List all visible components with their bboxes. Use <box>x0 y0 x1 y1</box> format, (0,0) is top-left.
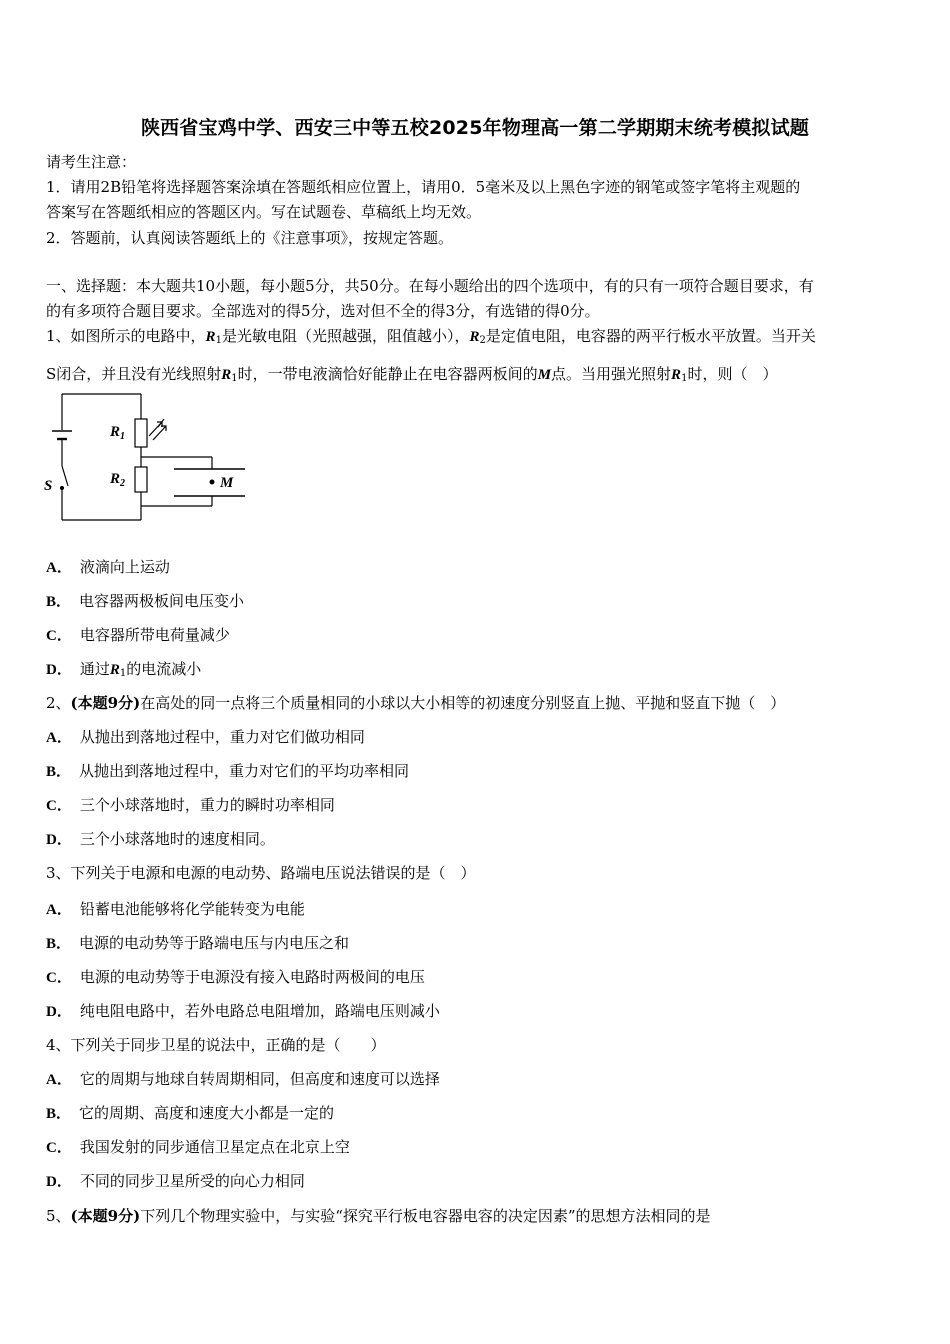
q4-option-d <box>46 1171 305 1192</box>
notice-line-2: 答案写在答题纸相应的答题区内。写在试题卷、草稿纸上均无效。 <box>46 203 482 221</box>
q4-option-a <box>46 1069 440 1090</box>
option-letter: A． <box>46 1072 72 1088</box>
q3-option-d <box>46 1001 440 1022</box>
option-letter: A． <box>46 560 72 576</box>
notice-line-1: 1．请用2B铅笔将选择题答案涂填在答题纸相应位置上，请用0．5毫米及以上黑色字迹的钢笔或签字笔将主观题的 <box>46 178 801 196</box>
r1-symbol: R <box>205 329 216 345</box>
droplet-dot <box>210 480 215 485</box>
q1-text: 是定值电阻，电容器的两平行板水平放置。当开关 <box>485 327 816 345</box>
q2-text: 在高处的同一点将三个质量相同的小球以大小相等的初速度分别竖直上抛、平抛和竖直下抛（ ） <box>140 694 786 712</box>
option-text: 我国发射的同步通信卫星定点在北京上空 <box>79 1138 350 1156</box>
notice-line-3: 2．答题前，认真阅读答题纸上的《注意事项》，按规定答题。 <box>46 229 454 247</box>
switch-blade <box>62 466 68 486</box>
r2-label: $R_2$ <box>110 471 126 489</box>
option-text: 它的周期与地球自转周期相同，但高度和速度可以选择 <box>79 1070 440 1088</box>
q1-text: S闭合，并且没有光线照射 <box>46 365 222 383</box>
option-letter: A． <box>46 902 72 918</box>
option-letter: C． <box>46 628 72 644</box>
q3-option-c <box>46 967 425 988</box>
option-text: 不同的同步卫星所受的向心力相同 <box>79 1172 305 1190</box>
q1-text: 时，则（ ） <box>687 365 778 383</box>
option-letter: B． <box>46 764 72 780</box>
m-point-symbol: M <box>537 367 552 383</box>
r1-subscript: 1 <box>119 668 127 679</box>
option-text: 纯电阻电路中，若外电路总电阻增加，路端电压则减小 <box>79 1002 440 1020</box>
page-title: 陕西省宝鸡中学、西安三中等五校2025年物理高一第二学期期末统考模拟试题 <box>140 117 810 139</box>
q5-stem <box>46 1206 711 1226</box>
q4-option-c <box>46 1137 350 1158</box>
q5-number: 5、 <box>46 1207 71 1225</box>
option-text: 电容器两极板间电压变小 <box>79 592 245 610</box>
option-letter: D． <box>46 1004 72 1020</box>
option-letter: C． <box>46 798 72 814</box>
section-intro-line-1: 一、选择题：本大题共10小题，每小题5分，共50分。在每小题给出的四个选项中，有的只有一项符合题目要求，有 <box>46 277 814 295</box>
q3-stem: 3、下列关于电源和电源的电动势、路端电压说法错误的是（ ） <box>46 864 476 882</box>
option-text: 电源的电动势等于电源没有接入电路时两极间的电压 <box>79 968 425 986</box>
option-letter: D． <box>46 662 72 678</box>
option-text: 它的周期、高度和速度大小都是一定的 <box>79 1104 335 1122</box>
q3-option-b <box>46 933 349 954</box>
r1-symbol: R <box>109 662 120 678</box>
q5-points: (本题9分) <box>70 1207 141 1225</box>
r2-symbol: R <box>469 329 480 345</box>
q3-option-a <box>46 899 305 920</box>
option-text: 电源的电动势等于路端电压与内电压之和 <box>79 934 350 952</box>
q4-option-b <box>46 1103 334 1124</box>
r2-resistor <box>135 467 147 492</box>
q2-stem <box>46 693 785 713</box>
option-letter: B． <box>46 594 72 610</box>
m-point-label: M <box>220 475 234 491</box>
r1-symbol: R <box>221 367 232 383</box>
option-text: 的电流减小 <box>126 660 202 678</box>
option-letter: A． <box>46 730 72 746</box>
option-text: 铅蓄电池能够将化学能转变为电能 <box>79 900 305 918</box>
option-text: 从抛出到落地过程中，重力对它们做功相同 <box>79 728 365 746</box>
q1-stem-line-2 <box>46 364 777 389</box>
option-text: 电容器所带电荷量减少 <box>79 626 230 644</box>
option-letter: C． <box>46 1140 72 1156</box>
switch-contact <box>61 487 64 490</box>
option-text: 通过 <box>79 660 110 678</box>
option-letter: C． <box>46 970 72 986</box>
option-text: 三个小球落地时的速度相同。 <box>79 830 275 848</box>
q1-text: 点。当用强光照射 <box>551 365 672 383</box>
q2-option-b <box>46 761 409 782</box>
switch-label: S <box>44 478 53 494</box>
r1-symbol: R <box>671 367 682 383</box>
option-text: 三个小球落地时，重力的瞬时功率相同 <box>79 796 335 814</box>
option-text: 从抛出到落地过程中，重力对它们的平均功率相同 <box>79 762 410 780</box>
q4-stem: 4、下列关于同步卫星的说法中，正确的是（ ） <box>46 1036 386 1054</box>
r1-subscript: 1 <box>681 373 688 384</box>
r1-resistor <box>135 419 147 447</box>
q2-option-c <box>46 795 335 816</box>
q2-option-a <box>46 727 365 748</box>
q5-text: 下列几个物理实验中，与实验“探究平行板电容器电容的决定因素”的思想方法相同的是 <box>140 1207 711 1225</box>
q1-option-d <box>46 659 201 684</box>
q1-option-b <box>46 591 244 612</box>
section-intro-line-2: 的有多项符合题目要求。全部选对的得5分，选对但不全的得3分，有选错的得0分。 <box>46 302 600 320</box>
q1-text: 是光敏电阻（光照越强，阻值越小）， <box>221 327 470 345</box>
q1-text: 时，一带电液滴恰好能静止在电容器两板间的 <box>237 365 538 383</box>
r1-label: $R_1$ <box>110 424 126 442</box>
q1-option-c <box>46 625 230 646</box>
circuit-diagram <box>40 388 260 528</box>
option-letter: B． <box>46 1106 72 1122</box>
option-text: 液滴向上运动 <box>79 558 170 576</box>
r1-subscript: 1 <box>215 335 222 346</box>
q2-number: 2、 <box>46 694 71 712</box>
option-letter: D． <box>46 1174 72 1190</box>
light-arrow <box>153 426 166 440</box>
q1-text: 1、如图所示的电路中， <box>46 327 206 345</box>
r2-subscript: 2 <box>479 335 486 346</box>
notice-heading: 请考生注意： <box>46 153 137 171</box>
option-letter: B． <box>46 936 72 952</box>
option-letter: D． <box>46 832 72 848</box>
r1-subscript: 1 <box>231 373 238 384</box>
q2-option-d <box>46 829 275 850</box>
q1-option-a <box>46 557 170 578</box>
q1-stem-line-1 <box>46 326 816 351</box>
q2-points: (本题9分) <box>70 694 141 712</box>
